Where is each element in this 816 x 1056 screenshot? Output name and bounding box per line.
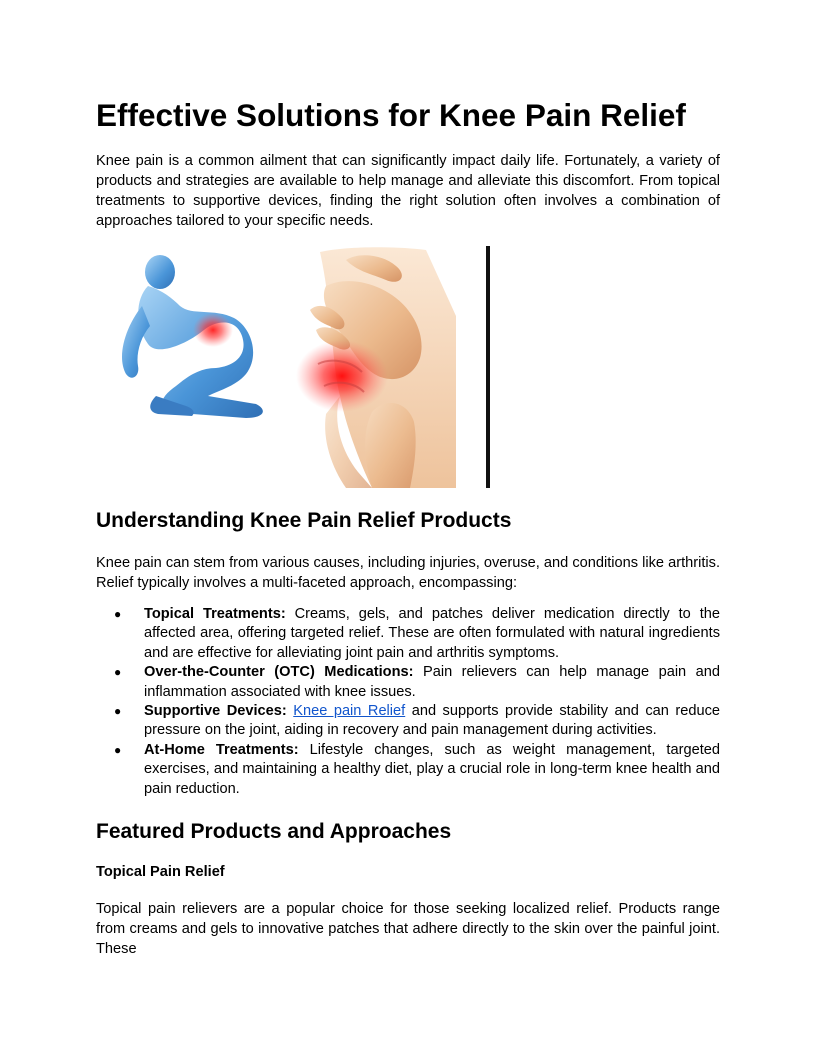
section-heading-featured: Featured Products and Approaches (96, 820, 452, 843)
page-title: Effective Solutions for Knee Pain Relief (96, 97, 686, 133)
relief-approaches-list (96, 605, 720, 799)
section-heading-understanding: Understanding Knee Pain Relief Products (96, 509, 512, 532)
bullet-marker: ● (114, 704, 122, 719)
list-item-text: Creams, gels, and patches deliver medication directly to the affected area, offering targeted relief. These are often formulated with natural ingredients and are effective for alleviating joint pain and arthritis symptoms. (144, 606, 720, 661)
section-paragraph-topical: Topical pain relievers are a popular choice for those seeking localized relief. Products range from creams and gels to innovative patches that adhere directly to the skin over the painful joint. These (96, 901, 720, 957)
list-item-label: Supportive Devices: (144, 703, 287, 720)
list-item-label: Topical Treatments: (144, 606, 286, 622)
bullet-marker: ● (114, 607, 122, 621)
knee-closeup (296, 246, 490, 488)
section-paragraph-understanding: Knee pain can stem from various causes, including injuries, overuse, and conditions like arthritis. Relief typically involves a multi-faceted approach, encompassing: (96, 555, 720, 591)
list-item (96, 605, 720, 663)
list-item-text: and supports provide stability and can reduce pressure on the joint, aiding in recovery and pain management during activities. (144, 703, 720, 739)
list-item-text: Pain relievers can help manage pain and inflammation associated with knee issues. (144, 664, 721, 700)
list-item-text: Lifestyle changes, such as weight management, targeted exercises, and maintaining a healthy diet, play a crucial role in long-term knee health and pain reduction. (144, 741, 720, 797)
list-item (96, 741, 720, 799)
knee-pain-illustration (96, 246, 490, 488)
knee-pain-relief-link[interactable]: Knee pain Relief (293, 703, 406, 720)
subheading-topical: Topical Pain Relief (96, 864, 225, 880)
list-item-label: Over-the-Counter (OTC) Medications: (144, 664, 414, 681)
list-item (96, 702, 720, 741)
list-item (96, 663, 720, 702)
bullet-marker: ● (114, 742, 122, 757)
kneeling-figure (122, 255, 263, 418)
intro-paragraph: Knee pain is a common ailment that can significantly impact daily life. Fortunately, a variety of products and strategies are available to help manage and alleviate this discomfort. From topical treatments to supportive devices, finding the right solution often involves a combination of approaches tailored to your specific needs. (96, 153, 720, 229)
bullet-marker: ● (114, 665, 122, 680)
list-item-label: At-Home Treatments: (144, 741, 299, 758)
